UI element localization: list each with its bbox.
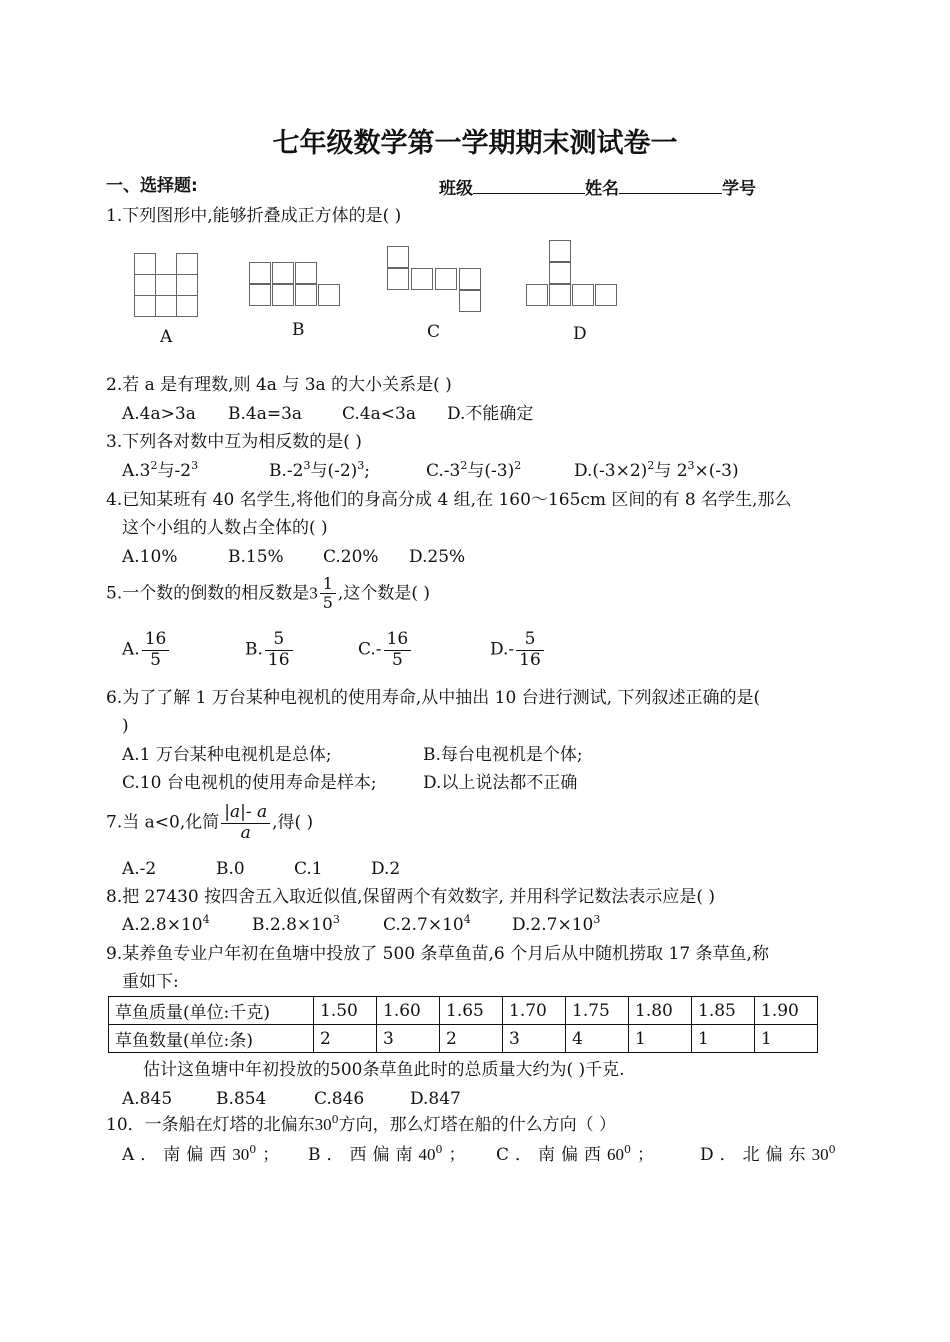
table-cell: 1 [692,1025,755,1053]
q10-option-d: D．北偏东$30^0$ [700,1143,842,1165]
q6-option-a: A.1 万台某种电视机是总体; [122,745,332,765]
q2-option-c: C.4a<3a [342,404,416,424]
table-cell: 3 [377,1025,440,1053]
q7-option-c: C.1 [294,859,323,879]
table-cell: 1 [629,1025,692,1053]
name-label: 姓名 [585,179,619,199]
question-4-line-1: 4.已知某班有 40 名学生,将他们的身高分成 4 组,在 160～165cm 区间的有 8 名学生,那么 [106,490,792,510]
q3-option-a: $A.3^2$与$-2^3$ [122,459,199,481]
id-label: 学号 [722,179,756,199]
q4-option-a: A.10% [122,547,178,567]
q5-option-b: B. $\frac{5}{16}$ [245,630,295,670]
table-header-count: 草鱼数量(单位:条) [109,1025,314,1053]
table-cell: 1.60 [377,997,440,1025]
q6-option-c: C.10 台电视机的使用寿命是样本; [122,773,377,793]
table-cell: 4 [566,1025,629,1053]
question-10: 10．一条船在灯塔的北偏东$30^0$方向，那么灯塔在船的什么方向（ ） [106,1113,617,1135]
question-4-line-2: 这个小组的人数占全体的( ) [122,518,328,538]
q7-option-b: B.0 [216,859,245,879]
table-cell: 1.70 [503,997,566,1025]
question-6-line-1: 6.为了了解 1 万台某种电视机的使用寿命,从中抽出 10 台进行测试, 下列叙述正确的是( [106,688,761,708]
question-9-line-1: 9.某养鱼专业户年初在鱼塘中投放了 500 条草鱼苗,6 个月后从中随机捞取 17 条草鱼,称 [106,944,769,964]
q5-option-d: D.- $\frac{5}{16}$ [490,630,546,670]
q8-option-b: $B.2.8\times 10^3$ [252,913,340,935]
fish-data-table [108,996,818,1053]
q2-option-d: D.不能确定 [447,404,534,424]
q2-option-b: B.4a=3a [228,404,303,424]
q9-option-d: D.847 [410,1089,461,1109]
class-blank[interactable] [473,176,585,194]
q10-option-c: C．南偏西$60^0$； [496,1143,661,1165]
section-heading: 一、选择题: [106,176,198,196]
abs-fraction: $\frac{|a|- a}{a}$ [221,803,270,843]
mixed-fraction: $\frac{1}{5}$ [320,575,336,613]
option-c-label: C [427,322,441,342]
q4-option-d: D.25% [409,547,466,567]
q3-option-d: $D.(-3\times 2)^2$与 $2^3\times(-3)$ [574,459,739,481]
question-9-line-2: 重如下: [122,972,179,992]
table-cell: 2 [314,1025,377,1053]
q8-option-c: $C.2.7\times 10^4$ [383,913,471,935]
table-cell: 1.75 [566,997,629,1025]
question-8: 8.把 27430 按四舍五入取近似值,保留两个有效数字, 并用科学记数法表示应是( ) [106,887,715,907]
table-cell: 1.80 [629,997,692,1025]
q4-option-b: B.15% [228,547,284,567]
q5-option-c: C.- $\frac{16}{5}$ [358,630,413,670]
table-row-count [109,1025,818,1053]
q2-option-a: A.4a>3a [122,404,196,424]
table-cell: 3 [503,1025,566,1053]
page-title: 七年级数学第一学期期末测试卷一 [272,128,678,159]
q3-option-c: $C.-3^2$与$(-3)^2$ [426,459,522,481]
q9-option-a: A.845 [122,1089,173,1109]
q8-option-a: $A.2.8\times 10^4$ [122,913,210,935]
class-field [439,176,756,199]
q3-option-b: $B.-2^3$与$(-2)^3$; [269,459,371,481]
question-6-line-2: ) [122,716,129,736]
q10-option-b: B．西偏南$40^0$； [308,1143,472,1165]
name-blank[interactable] [619,176,722,194]
q4-option-c: C.20% [323,547,379,567]
table-cell: 1.65 [440,997,503,1025]
q9-option-b: B.854 [216,1089,267,1109]
q7-option-a: A.-2 [122,859,157,879]
table-cell: 1.90 [755,997,818,1025]
question-7: 7.当 a<0,化简 $\frac{|a|- a}{a}$ ,得( ) [106,802,314,843]
q9-option-c: C.846 [314,1089,365,1109]
q5-option-a: A. $\frac{16}{5}$ [122,630,171,670]
q8-option-d: $D.2.7\times 10^3$ [512,913,601,935]
q6-option-b: B.每台电视机是个体; [423,745,583,765]
option-b-label: B [292,320,305,340]
question-9-estimate: 估计这鱼塘中年初投放的500条草鱼此时的总质量大约为( )千克. [143,1060,625,1080]
q7-option-d: D.2 [371,859,401,879]
option-a-label: A [160,327,173,347]
question-5: 5.一个数的倒数的相反数是3 $\frac{1}{5}$ ,这个数是( ) [106,574,430,613]
question-1: 1.下列图形中,能够折叠成正方体的是( ) [106,206,402,226]
table-cell: 2 [440,1025,503,1053]
table-cell: 1.50 [314,997,377,1025]
class-label: 班级 [439,179,473,199]
question-2: 2.若 a 是有理数,则 4a 与 3a 的大小关系是( ) [106,375,452,395]
table-cell: 1 [755,1025,818,1053]
q6-option-d: D.以上说法都不正确 [423,773,578,793]
table-row-mass [109,997,818,1025]
question-3: 3.下列各对数中互为相反数的是( ) [106,432,362,452]
option-d-label: D [573,324,587,344]
q10-option-a: A．南偏西$30^0$； [122,1143,286,1165]
table-cell: 1.85 [692,997,755,1025]
table-header-mass: 草鱼质量(单位:千克) [109,997,314,1025]
